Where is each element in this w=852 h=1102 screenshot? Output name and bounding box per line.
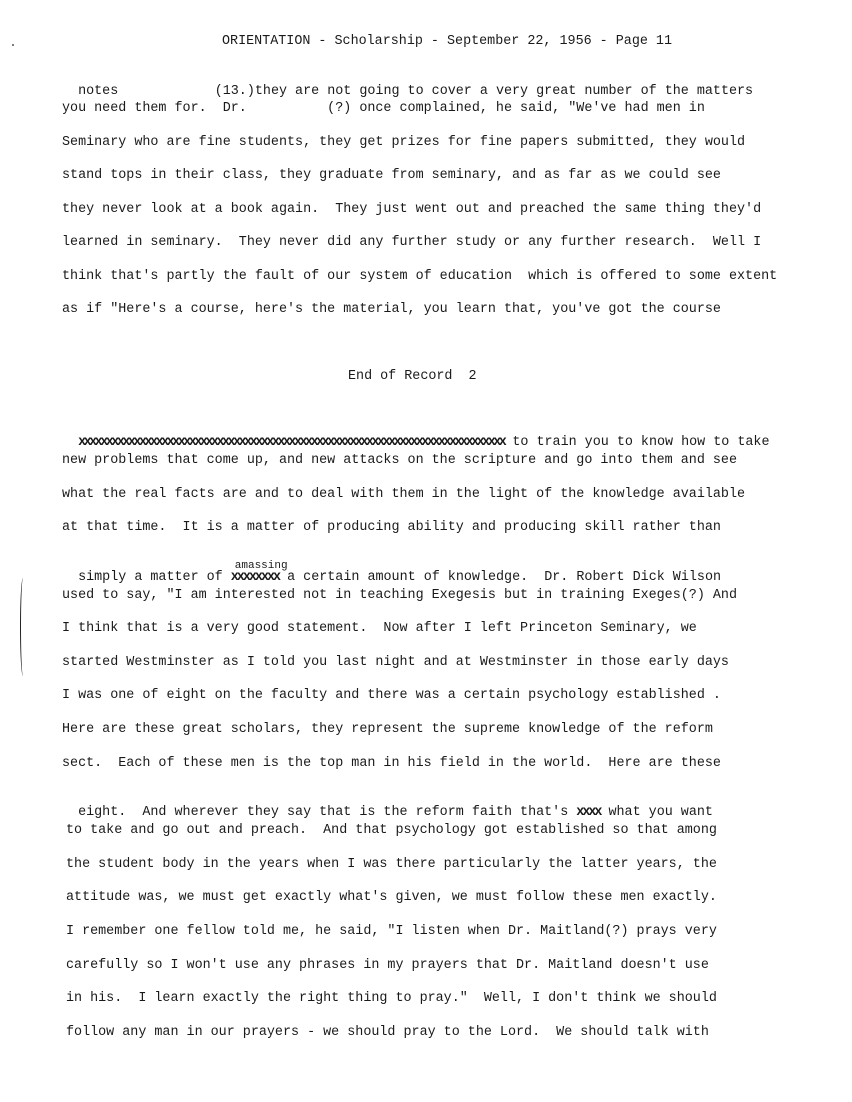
text-line: notes (13.)they are not going to cover a very great number of the matters [78,84,754,99]
text-line: learned in seminary. They never did any further study or any further research. Well I [62,235,762,250]
text-line: I think that is a very good statement. Now after I left Princeton Seminary, we [62,621,697,636]
page-header: ORIENTATION - Scholarship - September 22, 1956 - Page 11 [222,34,672,49]
text-line: I remember one fellow told me, he said, "I listen when Dr. Maitland(?) prays very [66,924,717,939]
text-line: to take and go out and preach. And that psychology got established so that among [66,823,717,838]
text-line: the student body in the years when I was there particularly the latter years, the [66,857,717,872]
text-line: think that's partly the fault of our system of education which is offered to some extent [62,269,778,284]
end-of-record-marker: End of Record 2 [348,369,477,384]
margin-speck [12,44,14,46]
margin-bracket [20,578,26,676]
margin-note: notes [78,84,119,99]
text-line: stand tops in their class, they graduate from seminary, and as far as we could see [62,168,721,183]
text-line: new problems that come up, and new attacks on the scripture and go into them and see [62,453,737,468]
text-line: I was one of eight on the faculty and there was a certain psychology established . [62,688,721,703]
text-line: Here are these great scholars, they represent the supreme knowledge of the reform [62,722,713,737]
text-line: follow any man in our prayers - we should pray to the Lord. We should talk with [66,1025,709,1040]
text-line: carefully so I won't use any phrases in my prayers that Dr. Maitland doesn't use [66,958,709,973]
text-line: as if "Here's a course, here's the material, you learn that, you've got the course [62,302,721,317]
struck-out-word: xxxx [576,805,601,820]
struck-line: xxxxxxxxxxxxxxxxxxxxxxxxxxxxxxxxxxxxxxxxxxxxxxxxxxxxxxxxxxxxxxxxxxxxxxxxxxxxx to train you to know how to take [78,435,770,450]
text-line: at that time. It is a matter of producing ability and producing skill rather than [62,520,721,535]
text-line: what the real facts are and to deal with them in the light of the knowledge available [62,487,746,502]
struck-out-text: xxxxxxxxxxxxxxxxxxxxxxxxxxxxxxxxxxxxxxxxxxxxxxxxxxxxxxxxxxxxxxxxxxxxxxxxxxxxx [78,435,505,450]
text-line: Seminary who are fine students, they get prizes for fine papers submitted, they would [62,135,746,150]
text-line: in his. I learn exactly the right thing to pray." Well, I don't think we should [66,991,717,1006]
struck-out-word: xxxxxxxx [230,570,280,585]
inserted-word: amassing [234,560,288,572]
text-line: used to say, "I am interested not in teaching Exegesis but in training Exeges(?) And [62,588,737,603]
text-line: you need them for. Dr. (?) once complained, he said, "We've had men in [62,101,705,116]
text-line: started Westminster as I told you last night and at Westminster in those early days [62,655,729,670]
text-line-eight: eight. And wherever they say that is the reform faith that's xxxx what you want [78,805,713,820]
text-line: they never look at a book again. They just went out and preached the same thing they'd [62,202,762,217]
text-line: sect. Each of these men is the top man in his field in the world. Here are these [62,756,721,771]
text-line-amassing: simply a matter of amassing xxxxxxxx a certain amount of knowledge. Dr. Robert Dick Wilson [78,560,722,585]
text-line: attitude was, we must get exactly what's given, we must follow these men exactly. [66,890,717,905]
